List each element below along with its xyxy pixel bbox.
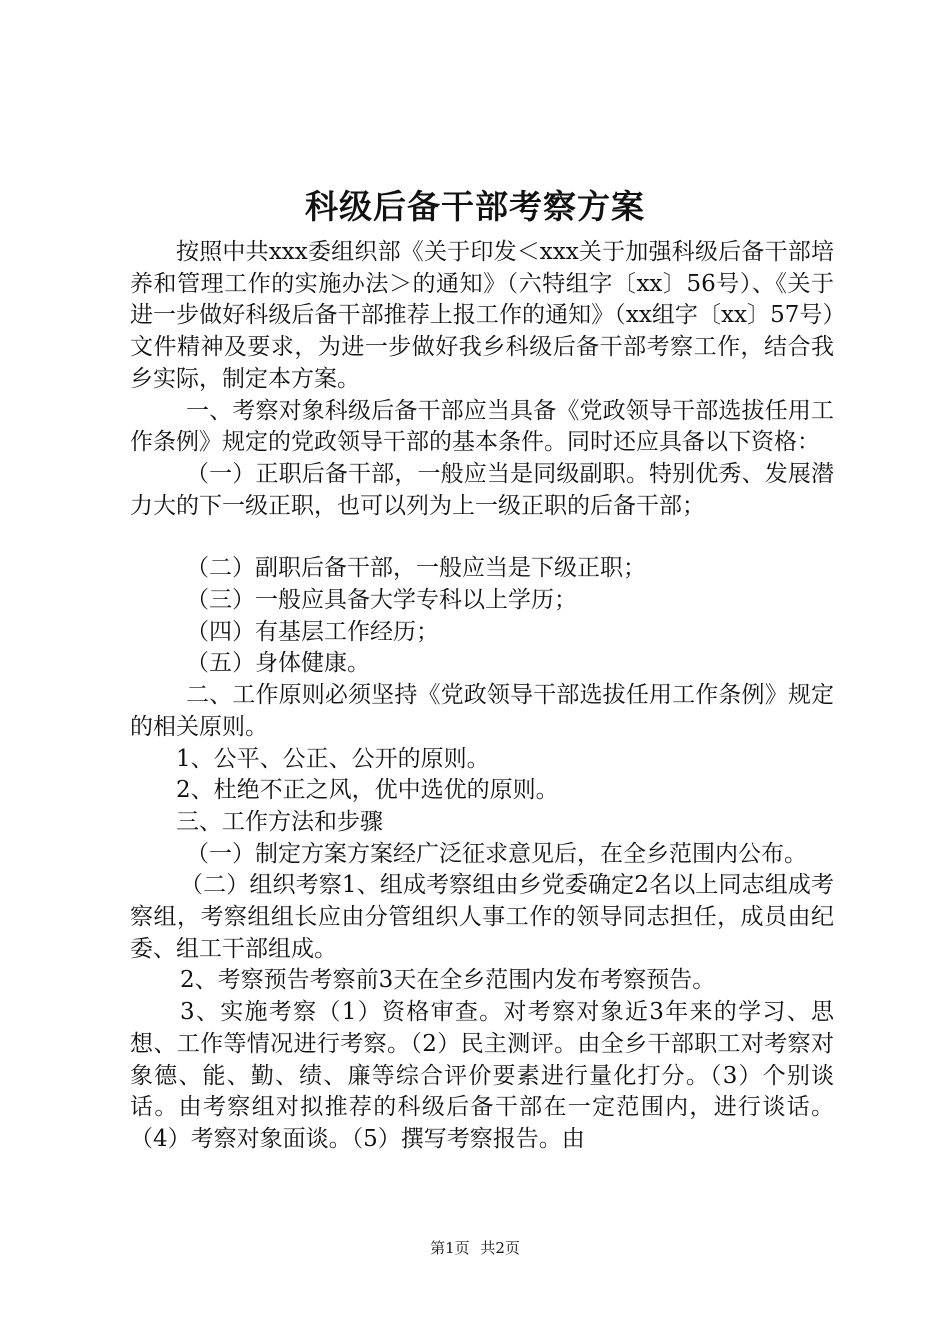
paragraph-item-3: （三）一般应具备大学专科以上学历； [186, 587, 577, 614]
paragraph-section-1: 一、考察对象科级后备干部应当具备《党政领导干部选拔任用工作条例》规定的党政领导干部的基本条件。同时还应具备以下资格： [130, 397, 834, 456]
paragraph-section-2: 二、工作原则必须坚持《党政领导干部选拔任用工作条例》规定的相关原则。 [130, 682, 834, 740]
paragraph-gap [130, 522, 834, 553]
paragraph-item-5: （五）身体健康。 [186, 650, 370, 677]
paragraph-step-2-2: 2、考察预告考察前3天在全乡范围内发布考察预告。 [180, 967, 716, 994]
paragraph-item-1: （一）正职后备干部，一般应当是同级副职。特别优秀、发展潜力大的下一级正职，也可以列为上一级正职的后备干部； [130, 460, 834, 519]
paragraph-step-1: （一）制定方案方案经广泛征求意见后，在全乡范围内公布。 [186, 840, 807, 867]
paragraph-principle-2: 2、杜绝不正之风，优中选优的原则。 [176, 777, 559, 804]
page-number-current: 第1页 [430, 1239, 470, 1257]
page-number-total: 共2页 [480, 1239, 520, 1257]
paragraph-step-2: （二）组织考察1、组成考察组由乡党委确定2名以上同志组成考察组，考察组组长应由分管组织人事工作的领导同志担任，成员由纪委、组工干部组成。 [130, 872, 834, 962]
paragraph-section-3: 三、工作方法和步骤 [176, 808, 383, 835]
paragraph-item-2: （二）副职后备干部，一般应当是下级正职； [186, 555, 646, 582]
paragraph-item-4: （四）有基层工作经历； [186, 618, 439, 645]
paragraph-step-2-3: 3、实施考察（1）资格审查。对考察对象近3年来的学习、思想、工作等情况进行考察。（2）民主测评。由全乡干部职工对考察对象德、能、勤、绩、廉等综合评价要素进行量化打分。（3）个别谈话。由考察组对拟推荐的科级后备干部在一定范围内，进行谈话。（4）考察对象面谈。（5）撰写考察报告。由 [130, 999, 834, 1152]
document-body [130, 237, 834, 1156]
paragraph-intro: 按照中共xxx委组织部《关于印发＜xxx关于加强科级后备干部培养和管理工作的实施办法＞的通知》（六特组字〔xx〕56号）、《关于进一步做好科级后备干部推荐上报工作的通知》（xx组字〔xx〕57号）文件精神及要求，为进一步做好我乡科级后备干部考察工作，结合我乡实际，制定本方案。 [130, 239, 834, 392]
page-footer [0, 1238, 950, 1258]
document-title: 科级后备干部考察方案 [305, 187, 645, 226]
paragraph-principle-1: 1、公平、公正、公开的原则。 [176, 745, 490, 772]
